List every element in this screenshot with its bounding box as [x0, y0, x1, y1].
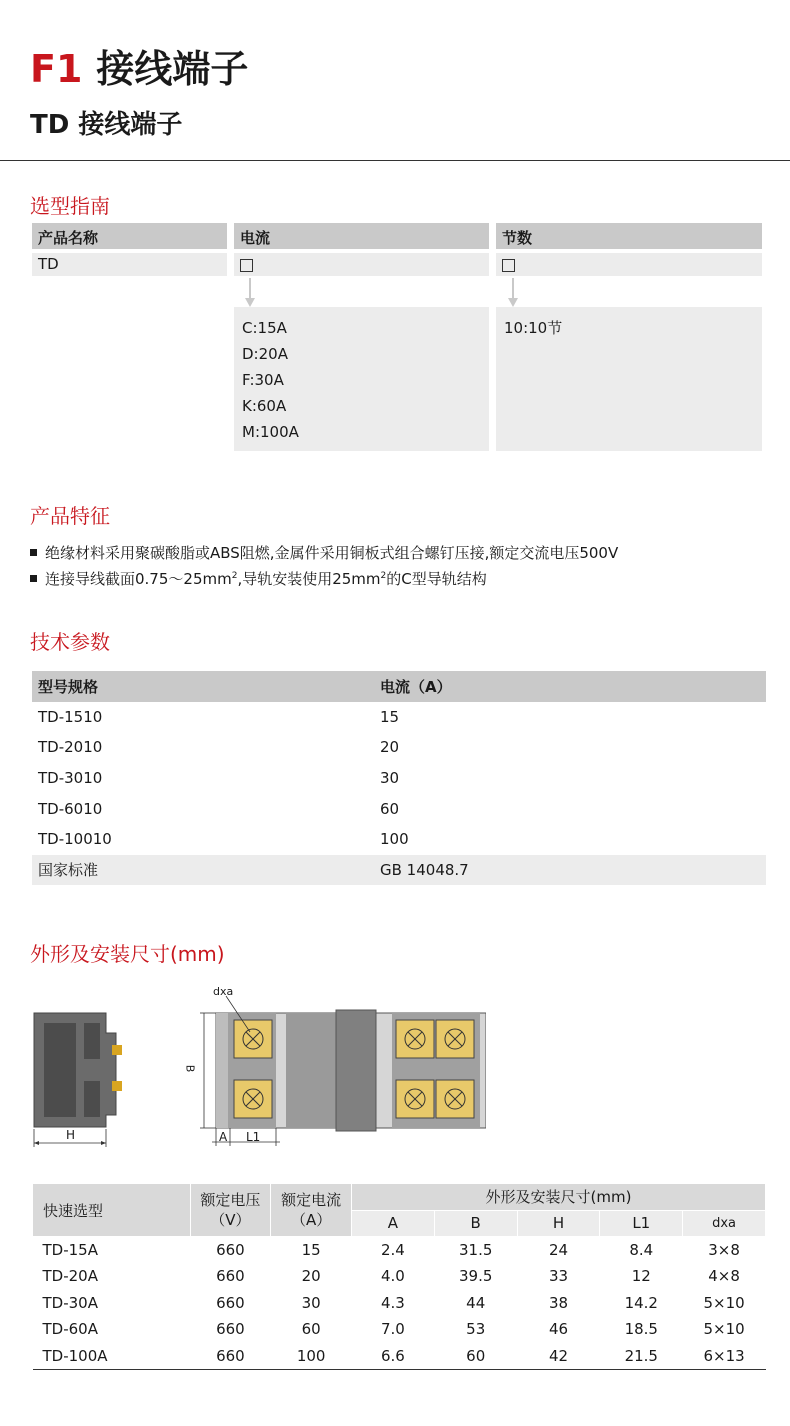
table-row: [33, 1263, 766, 1290]
cell: 30: [380, 769, 400, 788]
side-view-diagram: [26, 1005, 130, 1150]
cell: 4×8: [708, 1267, 740, 1286]
dim-label-dxa: dxa: [213, 985, 234, 998]
features-heading: 产品特征: [30, 504, 110, 528]
cell: 国家标准: [32, 855, 374, 886]
header-cell: [190, 1184, 271, 1237]
cell: 60: [301, 1320, 321, 1339]
table-row: [32, 702, 766, 733]
current-placeholder: [234, 253, 489, 276]
header-cell: H: [517, 1210, 600, 1237]
cell: 3×8: [708, 1241, 740, 1259]
cell: 660: [216, 1293, 245, 1312]
option-item: 10:10节: [504, 319, 563, 337]
cell: 20: [380, 738, 400, 757]
terminal-screw-icon: [396, 1080, 434, 1118]
cell: 7.0: [380, 1320, 405, 1339]
cell: TD-2010: [38, 738, 103, 757]
table-row: [33, 1290, 766, 1317]
feature-item: [30, 542, 618, 563]
cell: 660: [216, 1320, 245, 1339]
terminal-screw-icon: [234, 1080, 272, 1118]
product-value: TD: [32, 253, 227, 276]
dim-label-l1: L1: [246, 1130, 261, 1144]
page-title: [30, 38, 248, 93]
option-item: K:60A: [242, 397, 287, 415]
cell: GB 14048.7: [374, 855, 766, 886]
cell: 31.5: [459, 1241, 493, 1259]
cell: 660: [190, 1343, 271, 1370]
table-row: [33, 1237, 766, 1264]
option-item: M:100A: [242, 423, 299, 441]
cell: 4.0: [380, 1267, 405, 1286]
dim-label-a: A: [219, 1130, 228, 1144]
dim-label-h: H: [66, 1128, 76, 1142]
terminal-screw-icon: [396, 1020, 434, 1058]
bullet-icon: [30, 549, 37, 556]
sections-placeholder: [496, 253, 762, 276]
cell: TD-20A: [42, 1267, 98, 1286]
header-cell: [271, 1184, 352, 1237]
cell: 21.5: [600, 1343, 683, 1370]
terminal-screw-icon: [436, 1020, 474, 1058]
header-line: 额定电压: [200, 1191, 261, 1209]
option-item: C:15A: [242, 319, 287, 337]
sections-checkbox: [502, 259, 515, 272]
feature-text: 连接导线截面0.75～25mm: [45, 570, 232, 588]
header-divider: [0, 160, 790, 161]
cell: 24: [548, 1241, 569, 1259]
header-line: （A）: [291, 1211, 332, 1229]
option-item: F:30A: [242, 371, 284, 389]
current-arrow-icon: [244, 278, 256, 308]
page-subtitle: TD 接线端子: [30, 110, 183, 140]
dim-label-b: B: [183, 1064, 197, 1073]
header-cell: A: [352, 1210, 435, 1237]
title-code: F1: [30, 47, 83, 91]
table-row: [32, 824, 766, 855]
table-row: [33, 1343, 766, 1370]
cell: 15: [380, 707, 400, 726]
header-line: 额定电流: [281, 1191, 342, 1209]
current-checkbox: [240, 259, 253, 272]
header-cell: 电流（A）: [374, 671, 766, 702]
cell: 660: [216, 1267, 245, 1286]
selection-guide-heading: 选型指南: [30, 194, 110, 218]
cell: 6.6: [352, 1343, 435, 1370]
cell: 5×10: [703, 1320, 745, 1339]
col-product-name: 产品名称: [32, 223, 227, 249]
header-cell: 型号规格: [32, 671, 374, 702]
table-header: [32, 671, 766, 702]
cell: 15: [301, 1241, 321, 1259]
cell: TD-6010: [38, 799, 103, 818]
cell: 20: [301, 1267, 321, 1286]
cell: TD-10010: [38, 830, 112, 849]
header-cell: dxa: [683, 1210, 766, 1237]
feature-text: 的C型导轨结构: [386, 570, 487, 588]
cell: 44: [466, 1293, 486, 1312]
cell: 4.3: [380, 1293, 405, 1312]
cell: 2.4: [380, 1241, 405, 1259]
feature-item: [30, 568, 487, 589]
cell: 660: [216, 1241, 245, 1259]
standard-row: [32, 855, 766, 886]
dims-heading: 外形及安装尺寸(mm): [30, 942, 225, 966]
header-cell: B: [434, 1210, 517, 1237]
cell: TD-60A: [42, 1320, 98, 1339]
cell: 38: [548, 1293, 569, 1312]
current-options: [234, 307, 489, 451]
option-item: D:20A: [242, 345, 288, 363]
cell: 8.4: [629, 1241, 654, 1259]
feature-text: 绝缘材料采用聚碳酸脂或ABS阻燃,金属件采用铜板式组合螺钉压接,额定交流电压500V: [45, 544, 619, 562]
cell: 12: [631, 1267, 651, 1286]
cell: 30: [301, 1293, 321, 1312]
cell: TD-15A: [42, 1241, 98, 1259]
cell: 60: [434, 1343, 517, 1370]
col-current: 电流: [234, 223, 489, 249]
feature-sup: 2: [231, 571, 238, 581]
cell: 46: [548, 1320, 569, 1339]
cell: 33: [548, 1267, 569, 1286]
header-cell: L1: [600, 1210, 683, 1237]
table-row: [32, 732, 766, 763]
terminal-screw-icon: [234, 1020, 272, 1058]
cell: TD-1510: [38, 707, 103, 726]
cell: 100: [380, 830, 409, 849]
table-header: [33, 1184, 766, 1211]
tech-heading: 技术参数: [30, 630, 110, 654]
cell: 18.5: [624, 1320, 658, 1339]
col-sections: 节数: [496, 223, 762, 249]
feature-sup: 2: [380, 571, 387, 581]
terminal-screw-icon: [436, 1080, 474, 1118]
cell: 39.5: [459, 1267, 493, 1286]
cell: TD-30A: [42, 1293, 98, 1312]
tech-table: [32, 671, 766, 885]
bullet-icon: [30, 575, 37, 582]
cell: TD-3010: [38, 769, 103, 788]
title-text: 接线端子: [96, 47, 249, 91]
header-line: （V）: [210, 1211, 251, 1229]
cell: 100: [271, 1343, 352, 1370]
cell: TD-100A: [33, 1343, 191, 1370]
table-row: [33, 1316, 766, 1343]
table-row: [32, 793, 766, 824]
cell: 5×10: [703, 1293, 745, 1312]
cell: 53: [466, 1320, 486, 1339]
table-row: [32, 763, 766, 794]
quick-select-table: [32, 1183, 766, 1370]
cell: 6×13: [683, 1343, 766, 1370]
cell: 60: [380, 799, 400, 818]
cell: 14.2: [624, 1293, 658, 1312]
header-cell: 外形及安装尺寸(mm): [352, 1184, 766, 1211]
sections-arrow-icon: [507, 278, 519, 308]
cell: 42: [517, 1343, 600, 1370]
header-cell: 快速选型: [33, 1184, 191, 1237]
feature-text: ,导轨安装使用25mm: [237, 570, 381, 588]
sections-options: [496, 307, 762, 451]
top-view-diagram: [186, 980, 486, 1150]
